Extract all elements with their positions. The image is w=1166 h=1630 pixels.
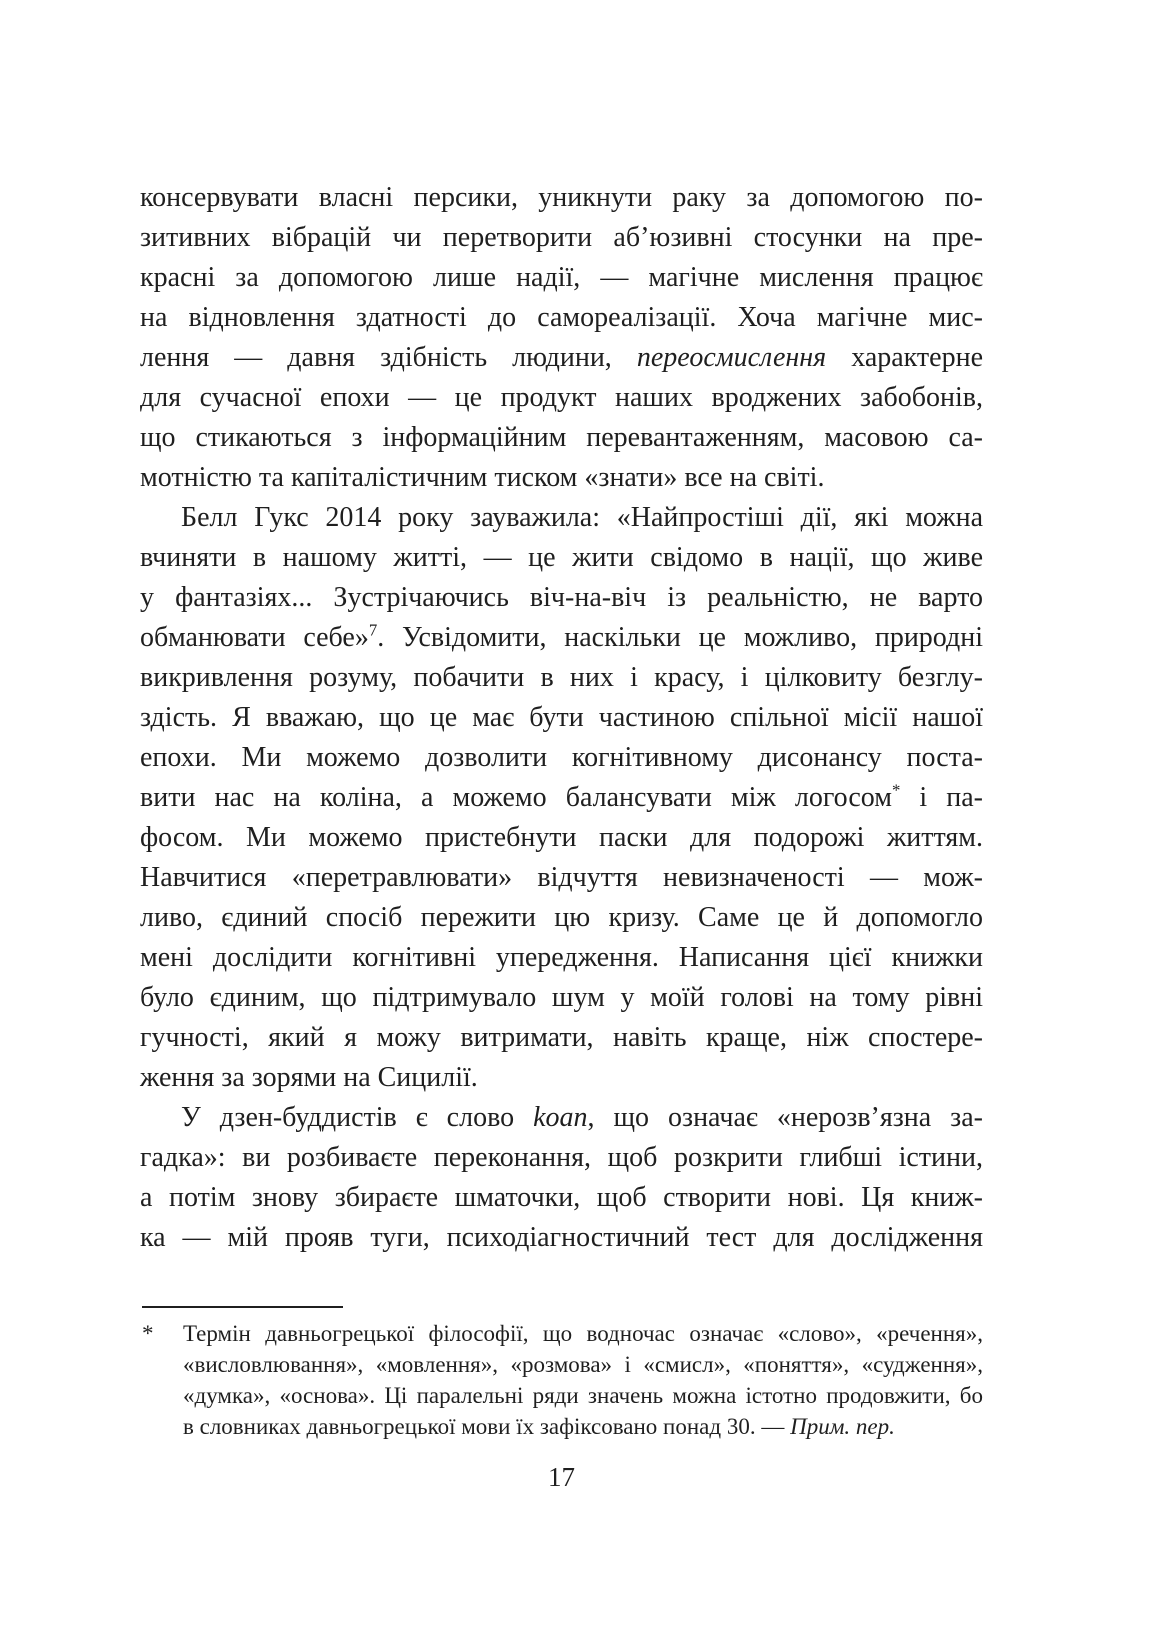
page-number: 17 bbox=[548, 1462, 575, 1492]
text-line: на відновлення здатності до самореалізації. Хоча магічне мис- bbox=[140, 302, 983, 333]
text-line: вити нас на коліна, а можемо балансувати між логосом* і па- bbox=[140, 780, 984, 813]
text-line: епохи. Ми можемо дозволити когнітивному дисонансу поста- bbox=[140, 742, 983, 773]
text-line: викривлення розуму, побачити в них і красу, і цілковиту безглу- bbox=[140, 662, 983, 693]
text-line: Навчитися «перетравлювати» відчуття невизначеності — мож- bbox=[140, 862, 983, 893]
text-line: Белл Гукс 2014 року зауважила: «Найпростіші дії, які можна bbox=[181, 502, 983, 533]
paragraph bbox=[140, 178, 983, 498]
text-line: зитивних вібрацій чи перетворити аб’юзивні стосунки на пре- bbox=[140, 222, 983, 253]
text-line: «висловлювання», «мовлення», «розмова» і «смисл», «поняття», «судження», bbox=[183, 1352, 983, 1377]
text-line: ливо, єдиний спосіб пережити цю кризу. Саме це й допомогло bbox=[140, 902, 983, 933]
paragraph bbox=[140, 1098, 983, 1258]
text-line: що стикаються з інформаційним перевантаженням, масовою са- bbox=[140, 422, 983, 453]
text-line: в словниках давньогрецької мови їх зафіксовано понад 30. — Прим. пер. bbox=[183, 1414, 895, 1439]
text-line: красні за допомогою лише надії, — магічне мислення працює bbox=[140, 262, 983, 293]
text-line: «думка», «основа». Ці паралельні ряди значень можна істотно продовжити, бо bbox=[183, 1383, 983, 1408]
text-line: у фантазіях... Зустрічаючись віч-на-віч із реальністю, не варто bbox=[140, 582, 983, 613]
text-line: ка — мій прояв туги, психодіагностичний тест для дослідження bbox=[140, 1222, 983, 1253]
text-line: було єдиним, що підтримувало шум у моїй голові на тому рівні bbox=[140, 982, 983, 1013]
paragraph bbox=[140, 498, 983, 1098]
footnote-separator bbox=[142, 1306, 343, 1308]
text-line: здість. Я вважаю, що це має бути частиною спільної місії нашої bbox=[140, 702, 983, 733]
text-line: мотністю та капіталістичним тиском «знати» все на світі. bbox=[140, 462, 825, 493]
text-line: лення — давня здібність людини, переосмислення характерне bbox=[140, 342, 983, 373]
text-line: вчиняти в нашому житті, — це жити свідомо в нації, що живе bbox=[140, 542, 983, 573]
text-line: для сучасної епохи — це продукт наших вроджених забобонів, bbox=[140, 382, 983, 413]
text-line: консервувати власні персики, уникнути раку за допомогою по- bbox=[140, 182, 983, 213]
text-line: ження за зорями на Сицилії. bbox=[140, 1062, 478, 1093]
text-line: У дзен-буддистів є слово koan, що означає «нерозв’язна за- bbox=[181, 1102, 983, 1133]
footnote bbox=[183, 1318, 983, 1442]
text-line: обманювати себе»$^7$. Усвідомити, наскільки це можливо, природні bbox=[140, 620, 984, 653]
text-line: а потім знову збираєте шматочки, щоб створити нові. Ця книж- bbox=[140, 1182, 983, 1213]
text-line: гадка»: ви розбиваєте переконання, щоб розкрити глибші істини, bbox=[140, 1142, 983, 1173]
body-text bbox=[140, 178, 983, 1258]
text-line: мені дослідити когнітивні упередження. Написання цієї книжки bbox=[140, 942, 983, 973]
text-line: гучності, який я можу витримати, навіть краще, ніж спостере- bbox=[140, 1022, 983, 1053]
text-line: Термін давньогрецької філософії, що водночас означає «слово», «речення», bbox=[183, 1321, 983, 1346]
text-line: фосом. Ми можемо пристебнути паски для подорожі життям. bbox=[140, 822, 983, 853]
footnote-marker: * bbox=[142, 1321, 154, 1346]
